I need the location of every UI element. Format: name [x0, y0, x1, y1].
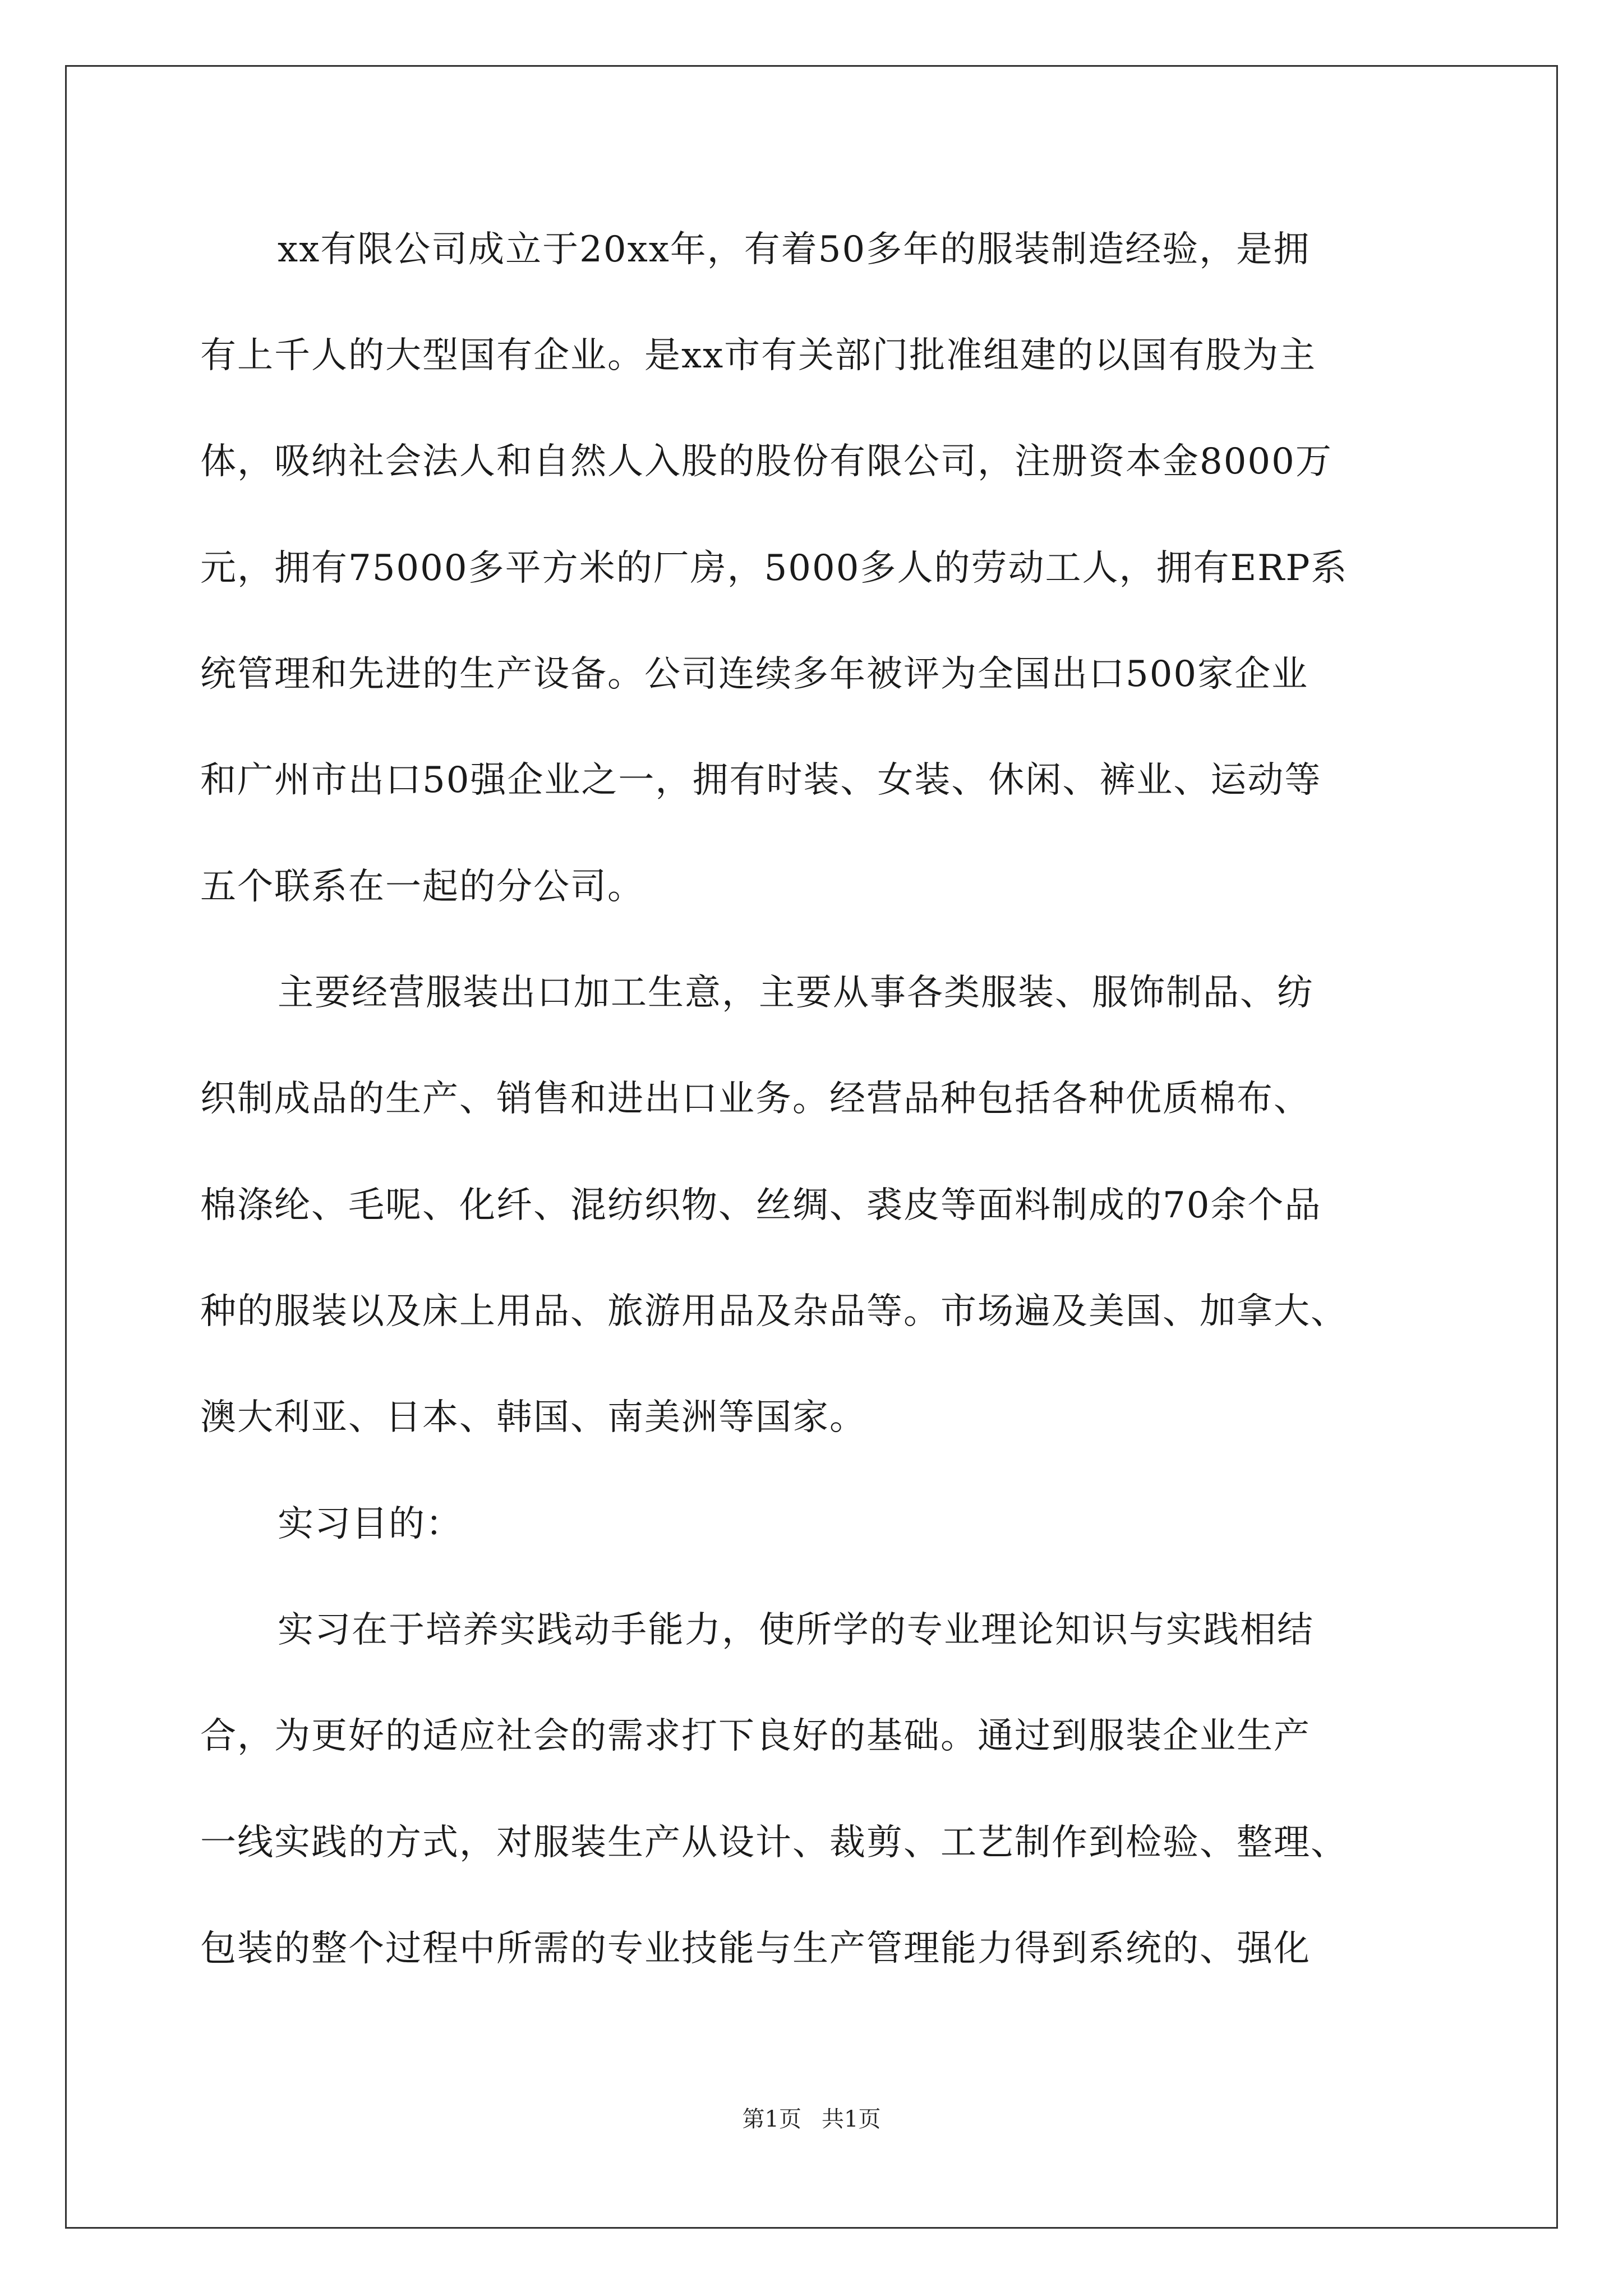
- page-number: 第1页: [742, 2106, 801, 2132]
- page-border: [65, 65, 1558, 2229]
- paragraph-line: 有上千人的大型国有企业。是xx市有关部门批准组建的以国有股为主: [200, 335, 1317, 376]
- paragraph-line: 主要经营服装出口加工生意，主要从事各类服装、服饰制品、纺: [278, 972, 1314, 1014]
- paragraph-line: 一线实践的方式，对服装生产从设计、裁剪、工艺制作到检验、整理、: [200, 1822, 1348, 1864]
- page-footer: [0, 2102, 1623, 2136]
- paragraph-line: 澳大利亚、日本、韩国、南美洲等国家。: [200, 1397, 866, 1438]
- paragraph-line: 元，拥有75000多平方米的厂房，5000多人的劳动工人，拥有ERP系: [200, 547, 1348, 589]
- page-count: 共1页: [822, 2106, 881, 2132]
- paragraph-line: 包装的整个过程中所需的专业技能与生产管理能力得到系统的、强化: [200, 1928, 1311, 1970]
- paragraph-line: 合，为更好的适应社会的需求打下良好的基础。通过到服装企业生产: [200, 1715, 1311, 1757]
- paragraph-line: 织制成品的生产、销售和进出口业务。经营品种包括各种优质棉布、: [200, 1078, 1311, 1120]
- paragraph-line: 体，吸纳社会法人和自然人入股的股份有限公司，注册资本金8000万: [200, 441, 1332, 482]
- paragraph-line: 棉涤纶、毛呢、化纤、混纺织物、丝绸、裘皮等面料制成的70余个品: [200, 1185, 1322, 1226]
- paragraph-line: 统管理和先进的生产设备。公司连续多年被评为全国出口500家企业: [200, 654, 1309, 695]
- section-heading: 实习目的：: [278, 1503, 463, 1545]
- paragraph-line: 五个联系在一起的分公司。: [200, 866, 644, 908]
- paragraph-line: 实习在于培养实践动手能力，使所学的专业理论知识与实践相结: [278, 1609, 1314, 1651]
- paragraph-line: 种的服装以及床上用品、旅游用品及杂品等。市场遍及美国、加拿大、: [200, 1291, 1348, 1332]
- paragraph-line: xx有限公司成立于20xx年，有着50多年的服装制造经验，是拥: [278, 229, 1311, 270]
- paragraph-line: 和广州市出口50强企业之一，拥有时装、女装、休闲、裤业、运动等: [200, 760, 1322, 801]
